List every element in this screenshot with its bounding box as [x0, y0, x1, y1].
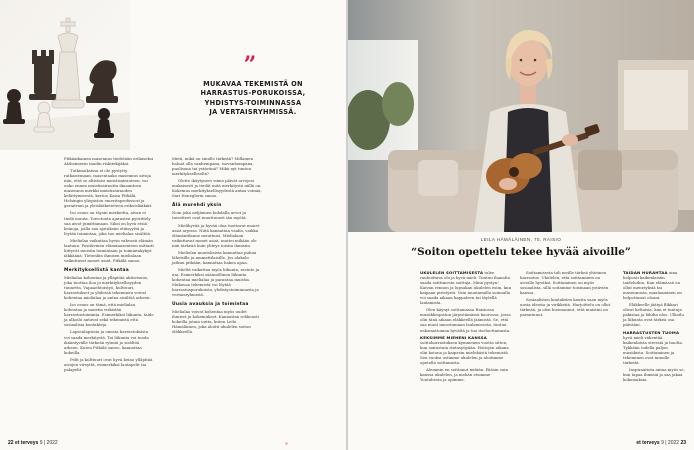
magazine-name: et terveys: [14, 440, 39, 446]
left-page: [0, 0, 346, 450]
paragraph: Soittamisesta tuli meille tärkeä yhteinen harrastus. Ukulelen, että soittaminen on aivoille hyväksi. Soittaminen on myös sosiaalista, sillä soitamme toisinaan ystävien kanssa.: [520, 270, 609, 296]
paragraph: Tutkimuksissa ei ole pystytty ratkaisemaan, masentaako masennus aivoja niin, että se altistaisi muistisairauteen, vai onko ennen muistisairautta ilmaantuva masennus merkki muistisairauden kehittymisestä, kertoo Kaisu Pitkälä, Helsingin yliopiston emeritaprofessori ja geriatrian ja yleislääketieteen erikoislääkäri.: [64, 168, 153, 209]
chess-pieces-illustration: [0, 0, 130, 150]
article-column-2: [172, 156, 262, 336]
paragraph: Eläkkeelle jäätyä flikkari olivat keltaisia, kun ei tuntuja pakistaa ja lähdin ulos. Ulkoilu ja liikunta ovat tärkeä osa päivääni.: [623, 302, 684, 328]
paragraph: Mielialan muutoksista kannattaa puhua läheisille ja ammattilaisille. Jos alakulo jatkuu pitkään, kannattaa hakea apua.: [172, 249, 257, 265]
paragraph: Noin joka neljännen kohdalla arvot ja tavoitteet ovat muuttuneet iän myötä.: [172, 210, 247, 221]
paragraph: Mielialaa vaikuttaa hyvin vahvasti elämän laatuun. Positiivinen elämänasenteen mittarit liittyvät muistin toimintaan ja toimintakykyä iäkkäänä. Tietenkin ihmisen mielialaan vaikuttavat monet asiat, Pitkälä sanoo.: [64, 237, 154, 263]
paragraph: Lapsenlapsista ja omista harrastuksista voi saada merkitystä. Tai liikunta voi tuoda ikääntyvälle tärkeää rytmiä ja sisältöä arkeen. Kuten Pitkälä sanoo, kannattaa kokeilla.: [64, 329, 149, 355]
paragraph: Pitkäaikainen masennus tiedetään erilaiseksi Alzheimerin taudin riskitekijäksi.: [64, 156, 154, 167]
paragraph: Alemmin en soittanut mitään. Pääsin vain kanssa ukulelen, ja mehän etsimme Youtubesta ja opimme.: [420, 366, 509, 382]
paragraph: Inspiraatiota antaa myös se, kun tapaa ihmisiä ja saa jakaa kokemuksia.: [623, 366, 685, 382]
paragraph: UKULELEN SOITTAMISESTA tulee rauhoittava olo ja hyvä mieli. Tuntuu ihanalta saada soittimesta soittuja. Minä pystyn! Kaivan rennon ja lupsakan ukulelen esiin, kun kaipaan piristystä. Vain muutamalla soinnulla voi saada aikaan kappaleen tai täytellä laulamista.: [420, 270, 512, 306]
issue-number: 9 | 2022: [39, 440, 58, 446]
continue-arrow-icon: »: [285, 441, 289, 447]
subheading: Uusia avauksia ja toimintaa: [172, 302, 249, 308]
issue-number: 9 | 2022: [661, 440, 680, 446]
paragraph: Mieti, mikä on sinulle tärkeää? Millainen haluat olla vanhempana, isovanhempana, puolisona tai ystävänä? Mikä nyt tuntuu merkitykselliseltä?: [172, 156, 254, 177]
interview-column-3: [623, 270, 687, 384]
paragraph: Olette ikäytyneet viime päivät arvojesi mukaisesti ja tiedät mitä merkitystä niillä on. Kokemus merkityksellisyydestä antaa voimia, Sari Honeglerin sanoo.: [172, 178, 262, 199]
photo-caption: LEILA HÄMÄLÄINEN, 70, RAISIO: [480, 237, 562, 242]
paragraph: Iso osuus on tämä, että mielialaa kohentaa ja muistia virkistää harrastustoiminta. Esimerkiksi liikunta, taide ja ulkoilu antavat sekä tekemistä että sosiaalisia kontakteja.: [64, 302, 154, 328]
paragraph: KEKSIMME MIEHENI KANSSA soittoharrastuksen kymmenen vuotta sitten, kun sairastuin rintasyöpään. Hoitojen aikana olin kotona ja kaipasin mielekästä tekemistä. Sen vuoksi ostimme ukulelen ja aloitimme opetella soittamista.: [420, 334, 509, 365]
magazine-name: et terveys: [636, 440, 660, 446]
page-folio-left: [8, 440, 58, 446]
page-number: 22: [8, 440, 14, 446]
lead-in: HARRASTUSTEN TUOMA: [623, 329, 680, 335]
paragraph: Mieltä vaikuttaa myös liikunta, ravinto ja uni. Esimerkiksi säännöllinen liikunta kohentaa mielialaa ja parantaa muistia. Mukavaa tekemistä voi löytää harrastusporukoista, yhdistystoiminnasta ja vertaisryhmistä.: [172, 266, 260, 298]
quote-mark: ”: [243, 52, 257, 78]
paragraph: HARRASTUSTEN TUOMA hyvä mieli vähentää kaikenlaista stressiä ja huolta. Tykkään todella paljon musiikista. Soittaminen ja tekeminen ovat minulle tärkeitä.: [623, 329, 684, 365]
lead-in: TAIDAN HURAHTAA: [623, 270, 668, 275]
paragraph: TAIDAN HURAHTAA aina helposti kaikenlaisiin taideluihin. Kun elämässä on ollut menetyksiä tai masennusta, maalaaminen on helpottanut oloani.: [623, 270, 682, 301]
interview-column-2: [520, 270, 612, 319]
paragraph: Iso osuus on täysin merkeitta, aivan ei tiedä muuta. Toivotonta ajatusten pyörittely saa aivot jumittamaan. Siksi on hyvä etsiä keinoja, joilla saa ajatuksiin etäisyyttä ja löytää toimintaa, joka tuo mielialaa sisältöä.: [64, 210, 152, 236]
portrait-photo: [348, 0, 694, 232]
paragraph: Mielialaa kohentaa ja ylläpitää aktiivisuus, joka tuottaa iloa ja merkityksellisyyden tunnetta. Vapaaehtoistyö, kulttuuri, harrastukset ja yhdessä tekeminen voivat kohentaa mielialaa ja antaa sisältöä arkeen.: [64, 274, 151, 301]
paragraph: Olen käynyt soittamassa Raisiossa musiikkiopiston järjestämässä kuorossa, jossa olin tänä aikaan eläkkeellä jäämistä. Se, että saa muut innostumaan laulamisesta, tuntuu uskomattoman hyvältä ja tuo itseluottamusta.: [420, 307, 511, 333]
paragraph: Mielialaa voivat kohentaa myös uudet ihmiset ja kokemukset. Kannattaa rohkeasti kokeilla jotain uutta, kuten Leila Hämäläinen, joka aloitti ukulelen soiton eläkkeellä.: [172, 309, 259, 335]
lead-in: KEKSIMME MIEHENI KANSSA: [420, 334, 487, 340]
pull-quote: MUKAVAA TEKEMISTÄ ON HARRASTUS-PORUKOISSA, YHDISTYS-TOIMINNASSA JA VERTAISRYHMISSÄ.: [200, 80, 306, 117]
article-headline: “Soiton opettelu tekee hyvää aivoille”: [411, 246, 631, 258]
article-column-1: [64, 156, 154, 374]
paragraph: Pelit ja kulttuuri ovat hyvä keino ylläpitää aivojen vireyttä, esimerkiksi lautapelit tai palapelit.: [64, 356, 153, 372]
subheading: Merkityksellistä kantaa: [64, 267, 130, 273]
lead-in: UKULELEN SOITTAMISESTA: [420, 270, 484, 275]
interview-column-1: [420, 270, 512, 384]
right-page: [348, 0, 694, 450]
paragraph: Sosiaalisten kontaktien kautta saan myös uusia ideoita ja virikkeitä. Harjoittelu on ollut tärkeää, ja olen huomannut, että muistini on parantunut.: [520, 297, 611, 318]
page-folio-right: [636, 440, 686, 446]
page-number: 23: [680, 440, 686, 446]
subheading: Älä murehdi yksin: [172, 203, 222, 209]
paragraph: Mielihyvää ja hyvää oloa tuottavat monet asiat arjessa. Niitä kannattaa vaalia, vaikka elämäntilanne muuttuisi. Mielialaan vaikuttavat monet asiat, muttei mikään ole niin tärkeää kuin yhteys toisiin ihmisiin.: [172, 222, 260, 248]
